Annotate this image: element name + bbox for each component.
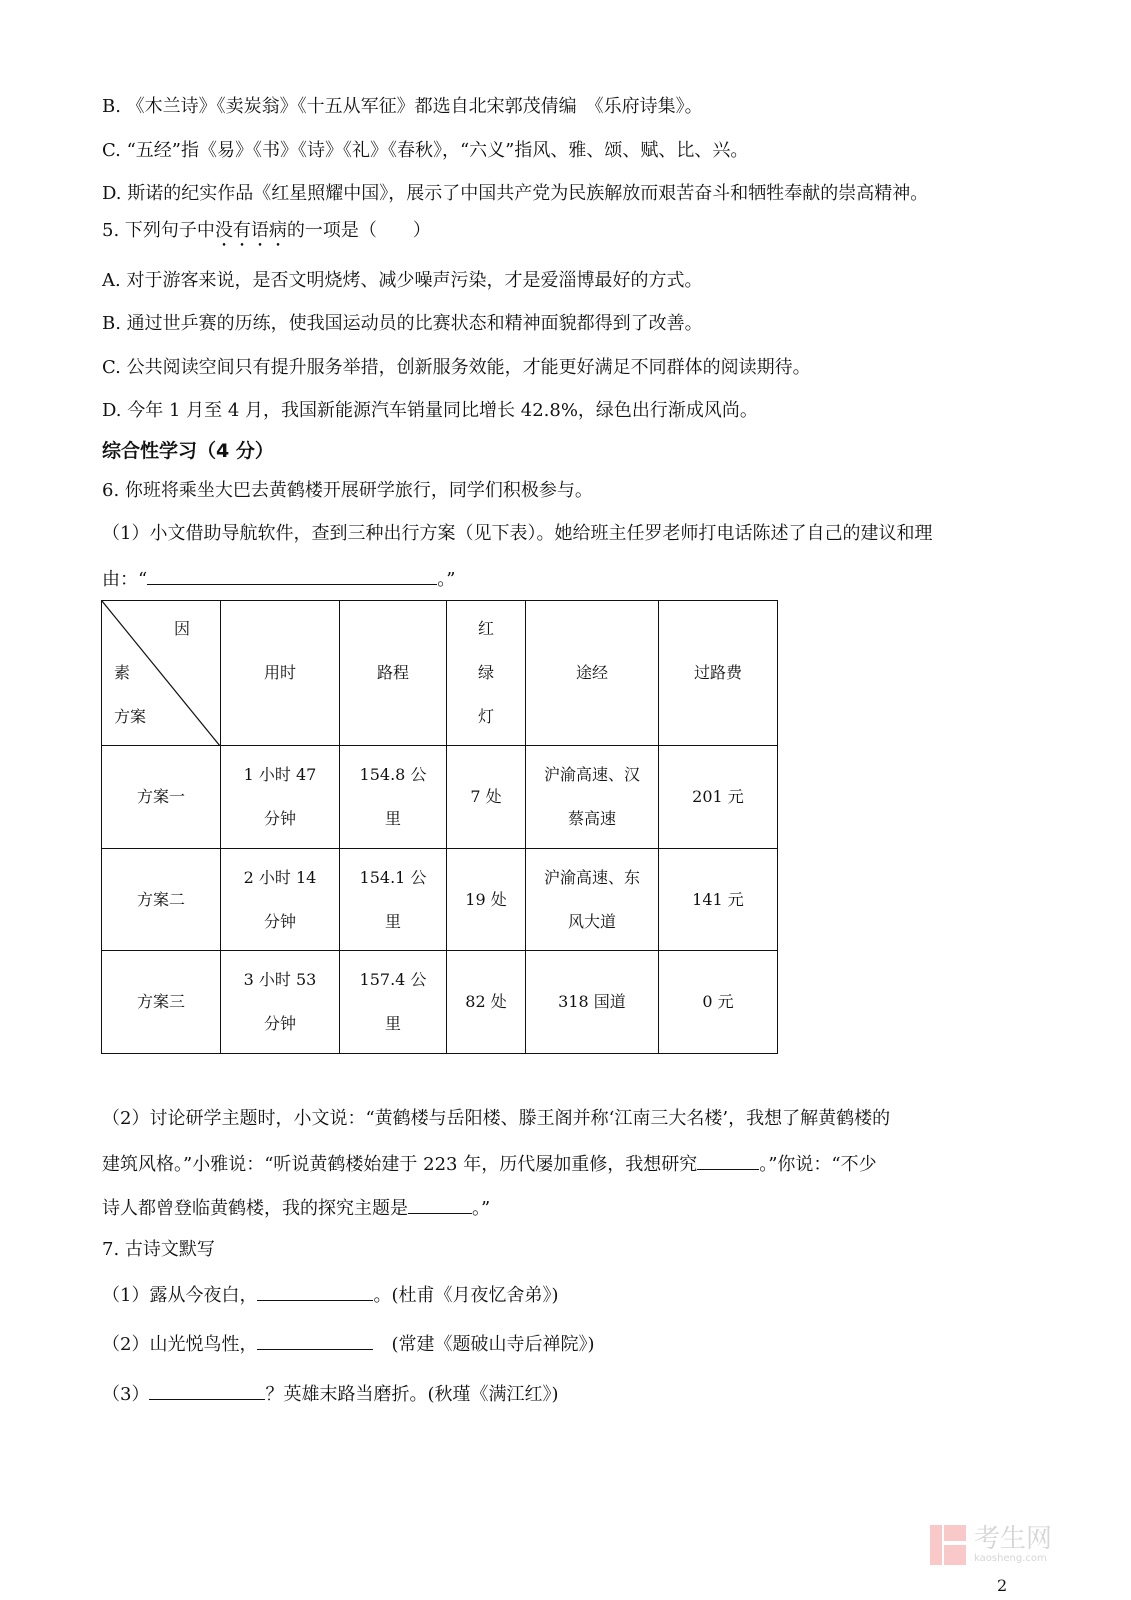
table-row [102,746,778,849]
answer-blank[interactable] [697,1151,759,1170]
header-cell: 路程 [340,601,447,746]
q7-line1 [102,1282,559,1308]
cell: 7 处 [447,746,526,849]
cell: 方案一 [102,746,221,849]
q6-part1: （1）小文借助导航软件，查到三种出行方案（见下表）。她给班主任罗老师打电话陈述了自己的建议和理 [102,523,933,544]
cell: 82 处 [447,951,526,1054]
text: 。” [437,569,456,590]
answer-blank[interactable] [257,1282,373,1301]
cell [221,746,340,849]
option-4b: B. 《木兰诗》《卖炭翁》《十五从军征》都选自北宋郭茂倩编 《乐府诗集》。 [102,96,703,117]
header-cell: 用时 [221,601,340,746]
cell-text: 沪渝高速、东风大道 [543,867,640,931]
text: 。(杜甫《月夜忆舍弟》) [373,1285,559,1306]
text: 由：“ [102,569,148,590]
text: （1）露从今夜白， [102,1285,258,1306]
option-5d: D. 今年 1 月至 4 月，我国新能源汽车销量同比增长 42.8%，绿色出行渐成风尚。 [102,400,758,421]
header-text: 红绿灯 [477,619,494,726]
cell-text: 沪渝高速、汉蔡高速 [543,765,640,828]
text: （2）山光悦鸟性， [102,1334,258,1355]
answer-blank[interactable] [149,1381,265,1400]
cell: 141 元 [659,849,778,951]
stem-pre: 5. 下列句子中 [102,220,215,241]
header-cell: 途经 [526,601,659,746]
cell-text: 154.1 公里 [359,867,427,931]
text: 。”你说：“不少 [759,1154,877,1175]
watermark [930,1525,1052,1565]
table-row [102,951,778,1054]
answer-blank[interactable] [147,566,437,585]
corner-mid: 素 [114,663,131,682]
cell [526,849,659,951]
cell: 0 元 [659,951,778,1054]
stem-emphasis: 没有语病 [214,220,287,241]
corner-bottom: 方案 [114,707,147,726]
section-heading: 综合性学习（4 分） [102,440,274,462]
route-table [101,600,778,1054]
table-header-row [102,601,778,746]
cell [526,746,659,849]
text: 诗人都曾登临黄鹤楼，我的探究主题是 [102,1198,408,1219]
cell [221,849,340,951]
cell [340,746,447,849]
stem-post: 的一项是（ ） [286,220,431,241]
header-cell [447,601,526,746]
answer-blank[interactable] [408,1195,472,1214]
answer-blank[interactable] [257,1331,373,1350]
corner-cell [102,601,221,746]
option-5a: A. 对于游客来说，是否文明烧烤、减少噪声污染，才是爱淄博最好的方式。 [102,270,703,291]
cell-text: 3 小时 53 分钟 [243,970,317,1033]
text: （3） [102,1384,150,1405]
watermark-url: kaosheng.com [974,1553,1047,1564]
q6-part2-line2 [102,1151,877,1177]
text: 。” [472,1198,491,1219]
text: (常建《题破山寺后禅院》) [373,1334,595,1355]
text: ？英雄末路当磨折。(秋瑾《满江红》) [265,1384,559,1405]
header-cell: 过路费 [659,601,778,746]
corner-top: 因 [174,619,191,638]
question-7-stem: 7. 古诗文默写 [102,1239,215,1260]
option-5b: B. 通过世乒赛的历练，使我国运动员的比赛状态和精神面貌都得到了改善。 [102,313,703,334]
cell [340,951,447,1054]
q7-line2 [102,1331,595,1357]
table-row [102,849,778,951]
q6-part1-answer [102,566,455,592]
text: 建筑风格。”小雅说：“听说黄鹤楼始建于 223 年，历代屡加重修，我想研究 [102,1154,698,1175]
cell: 318 国道 [526,951,659,1054]
cell-text: 2 小时 14 分钟 [243,867,317,931]
q6-part2-line3 [102,1195,490,1221]
option-4d: D. 斯诺的纪实作品《红星照耀中国》，展示了中国共产党为民族解放而艰苦奋斗和牺牲奉献的崇高精神。 [102,183,929,204]
cell-text: 1 小时 47 分钟 [243,765,317,828]
cell: 19 处 [447,849,526,951]
cell-text: 154.8 公里 [359,765,427,828]
cell [221,951,340,1054]
watermark-logo-icon [930,1525,968,1565]
watermark-text: 考生网 [974,1524,1053,1554]
q6-part2: （2）讨论研学主题时，小文说：“黄鹤楼与岳阳楼、滕王阁并称‘江南三大名楼’，我想了解黄鹤楼的 [102,1108,891,1129]
cell: 方案二 [102,849,221,951]
cell-text: 157.4 公里 [359,970,427,1033]
question-6-stem: 6. 你班将乘坐大巴去黄鹤楼开展研学旅行，同学们积极参与。 [102,480,593,501]
cell: 方案三 [102,951,221,1054]
option-4c: C. “五经”指《易》《书》《诗》《礼》《春秋》，“六义”指风、雅、颂、赋、比、兴。 [102,140,749,161]
question-5-stem [102,219,431,251]
page-number: 2 [997,1576,1008,1595]
option-5c: C. 公共阅读空间只有提升服务举措，创新服务效能，才能更好满足不同群体的阅读期待。 [102,357,811,378]
q7-line3 [102,1381,559,1407]
cell: 201 元 [659,746,778,849]
cell [340,849,447,951]
